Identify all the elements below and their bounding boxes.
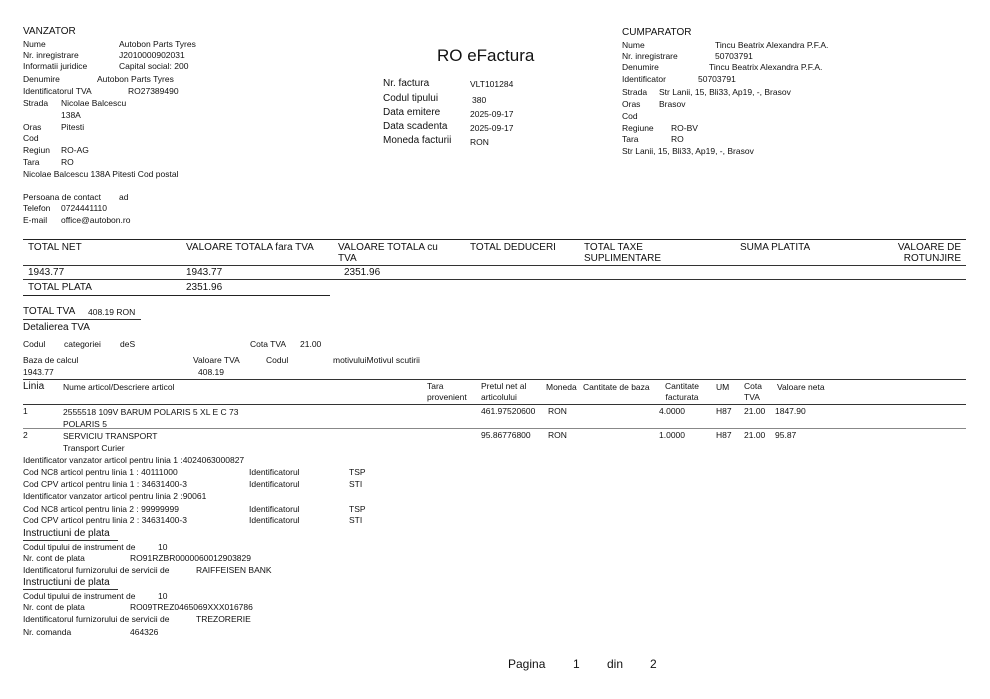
buyer-street: Str Lanii, 15, Bli33, Ap19, -, Brasov xyxy=(659,87,791,97)
seller-street-no: 138A xyxy=(61,110,81,120)
seller-id-line-2: Identificator vanzator articol pentru linia 2 :90061 xyxy=(23,491,207,501)
order-value: 464326 xyxy=(130,627,159,637)
seller-vat: RO27389490 xyxy=(128,86,179,96)
lines-header-um: UM xyxy=(716,382,730,392)
line-1-name: 2555518 109V BARUM POLARIS 5 XL E C 73 xyxy=(63,407,239,417)
seller-vat-label: Identificatorul TVA xyxy=(23,86,92,96)
seller-email-label: E-mail xyxy=(23,215,48,225)
buyer-street-label: Strada xyxy=(622,87,648,97)
seller-id-line-1: Identificator vanzator articol pentru linia 1 :4024063000827 xyxy=(23,455,245,465)
line-1-desc: POLARIS 5 xyxy=(63,419,107,429)
vat-detail-heading: Detalierea TVA xyxy=(23,322,90,333)
vat-value-label: Valoare TVA xyxy=(193,355,240,365)
seller-legal: Capital social: 200 xyxy=(119,61,189,71)
buyer-city-label: Oras xyxy=(622,99,641,109)
totals-top-rule xyxy=(23,239,966,240)
seller-heading: VANZATOR xyxy=(23,26,76,37)
payment-2-account-label: Nr. cont de plata xyxy=(23,602,85,612)
totals-without-vat: 1943.77 xyxy=(186,267,223,278)
seller-zip-label: Cod xyxy=(23,133,39,143)
sti-2: STI xyxy=(349,515,363,525)
buyer-den: Tincu Beatrix Alexandra P.F.A. xyxy=(709,62,823,72)
vat-reason-label: motivuluiMotivul scutirii xyxy=(333,355,420,365)
seller-street: Nicolae Balcescu xyxy=(61,98,127,108)
identifier-label-1: Identificatorul xyxy=(249,467,300,477)
line-1-rate: 21.00 xyxy=(744,406,766,416)
seller-den-label: Denumire xyxy=(23,74,60,84)
payment-2-provider: TREZORERIE xyxy=(196,614,251,624)
invoice-no: VLT101284 xyxy=(470,79,514,89)
buyer-id: 50703791 xyxy=(698,74,736,84)
totals-row-rule xyxy=(23,279,966,280)
line-1-net: 1847.90 xyxy=(775,406,806,416)
buyer-id-label: Identificator xyxy=(622,74,666,84)
vat-cat-code-label: Codul xyxy=(23,339,46,349)
payment-2-code-label: Codul tipului de instrument de xyxy=(23,591,136,601)
vat-value: 408.19 xyxy=(198,367,224,377)
totals-header-deductions: TOTAL DEDUCERI xyxy=(470,242,556,253)
line-2-qty: 1.0000 xyxy=(659,430,685,440)
lines-header-net: Valoare neta xyxy=(777,382,825,392)
sti-1: STI xyxy=(349,479,363,489)
seller-address: Nicolae Balcescu 138A Pitesti Cod postal xyxy=(23,169,179,179)
buyer-name-label: Nume xyxy=(622,40,645,50)
vat-base: 1943.77 xyxy=(23,367,54,377)
identifier-label-3: Identificatorul xyxy=(249,504,300,514)
invoice-no-label: Nr. factura xyxy=(383,78,430,89)
seller-email: office@autobon.ro xyxy=(61,215,131,225)
payment-1-provider: RAIFFEISEN BANK xyxy=(196,565,272,575)
buyer-zip-label: Cod xyxy=(622,111,638,121)
line-1-price: 461.97520600 xyxy=(481,406,536,416)
seller-city: Pitesti xyxy=(61,122,85,132)
totals-net: 1943.77 xyxy=(28,267,65,278)
seller-legal-label: Informatii juridice xyxy=(23,61,88,71)
totals-header-paid: SUMA PLATITA xyxy=(740,242,811,253)
total-pay-label: TOTAL PLATA xyxy=(28,282,92,293)
vat-cat-label: categoriei xyxy=(64,339,101,349)
seller-phone: 0724441110 xyxy=(61,203,108,213)
vat-rate-label: Cota TVA xyxy=(250,339,287,349)
seller-contact: ad xyxy=(119,192,129,202)
buyer-reg-label: Nr. inregistrare xyxy=(622,51,678,61)
totals-header-with-vat: VALOARE TOTALA cu TVA xyxy=(338,242,438,264)
buyer-den-label: Denumire xyxy=(622,62,659,72)
lines-header-origin: Tara provenient xyxy=(427,381,467,402)
totals-header-rounding: VALOARE DE ROTUNJIRE xyxy=(897,242,961,264)
vat-total: 408.19 RON xyxy=(88,307,136,317)
lines-header-price: Pretul net al articolului xyxy=(481,381,527,402)
lines-top-rule xyxy=(23,379,966,380)
invoice-currency: RON xyxy=(470,137,489,147)
line-2-currency: RON xyxy=(548,430,567,440)
seller-reg: J2010000902031 xyxy=(119,50,185,60)
tsp-1: TSP xyxy=(349,467,366,477)
page-title: RO eFactura xyxy=(437,46,535,65)
line-2-um: H87 xyxy=(716,430,732,440)
lines-header-qty: Cantitate facturata xyxy=(664,381,700,402)
lines-header-rule xyxy=(23,404,966,405)
line-2-name: SERVICIU TRANSPORT xyxy=(63,431,158,441)
order-label: Nr. comanda xyxy=(23,627,72,637)
total-pay-rule xyxy=(23,295,330,296)
payment-2-code: 10 xyxy=(158,591,168,601)
seller-contact-label: Persoana de contact xyxy=(23,192,101,202)
buyer-reg: 50703791 xyxy=(715,51,753,61)
seller-region-label: Regiun xyxy=(23,145,50,155)
page-number: 1 xyxy=(573,657,580,671)
seller-street-label: Strada xyxy=(23,98,49,108)
invoice-due: 2025-09-17 xyxy=(470,123,514,133)
lines-header-currency: Moneda xyxy=(546,382,577,392)
lines-header-line: Linia xyxy=(23,381,45,392)
seller-country-label: Tara xyxy=(23,157,40,167)
payment-1-account: RO91RZBR0000060012903829 xyxy=(130,553,251,563)
lines-header-base-qty: Cantitate de baza xyxy=(583,382,650,392)
line-1-currency: RON xyxy=(548,406,567,416)
totals-header-extra-tax: TOTAL TAXE SUPLIMENTARE xyxy=(584,242,662,264)
seller-name-label: Nume xyxy=(23,39,46,49)
seller-region: RO-AG xyxy=(61,145,89,155)
buyer-address: Str Lanii, 15, Bli33, Ap19, -, Brasov xyxy=(622,146,754,156)
page-of-label: din xyxy=(607,657,624,671)
cpv-line-2: Cod CPV articol pentru linia 2 : 34631400-3 xyxy=(23,515,187,525)
payment-1-account-label: Nr. cont de plata xyxy=(23,553,85,563)
cpv-line-1: Cod CPV articol pentru linia 1 : 34631400-3 xyxy=(23,479,187,489)
buyer-city: Brasov xyxy=(659,99,686,109)
line-1-rule xyxy=(23,428,966,429)
payment-2-heading: Instructiuni de plata xyxy=(23,577,110,588)
seller-name: Autobon Parts Tyres xyxy=(119,39,196,49)
total-pay: 2351.96 xyxy=(186,282,223,293)
nc8-line-1: Cod NC8 articol pentru linia 1 : 40111000 xyxy=(23,467,178,477)
vat-cat-de: deS xyxy=(120,339,136,349)
invoice-type: 380 xyxy=(472,95,487,105)
vat-total-rule xyxy=(23,319,141,320)
page-label: Pagina xyxy=(508,657,546,671)
seller-city-label: Oras xyxy=(23,122,42,132)
identifier-label-2: Identificatorul xyxy=(249,479,300,489)
seller-den: Autobon Parts Tyres xyxy=(97,74,174,84)
payment-2-account: RO09TREZ0465069XXX016786 xyxy=(130,602,253,612)
buyer-country-label: Tara xyxy=(622,134,639,144)
payment-1-code-label: Codul tipului de instrument de xyxy=(23,542,136,552)
invoice-due-label: Data scadenta xyxy=(383,121,448,132)
buyer-region: RO-BV xyxy=(671,123,698,133)
invoice-issue: 2025-09-17 xyxy=(470,109,514,119)
line-1-qty: 4.0000 xyxy=(659,406,685,416)
lines-header-name: Nume articol/Descriere articol xyxy=(63,382,175,392)
payment-2-provider-label: Identificatorul furnizorului de servicii de xyxy=(23,614,170,624)
lines-header-rate: Cota TVA xyxy=(744,381,762,402)
vat-code-label: Codul xyxy=(266,355,289,365)
payment-1-provider-label: Identificatorul furnizorului de servicii de xyxy=(23,565,170,575)
buyer-heading: CUMPARATOR xyxy=(622,27,692,38)
tsp-2: TSP xyxy=(349,504,366,514)
invoice-currency-label: Moneda facturii xyxy=(383,135,452,146)
buyer-region-label: Regiune xyxy=(622,123,654,133)
totals-header-net: TOTAL NET xyxy=(28,242,82,253)
line-1-no: 1 xyxy=(23,406,28,416)
page-total: 2 xyxy=(650,657,657,671)
invoice-issue-label: Data emitere xyxy=(383,107,441,118)
payment-1-heading: Instructiuni de plata xyxy=(23,528,110,539)
vat-rate: 21.00 xyxy=(300,339,322,349)
line-2-no: 2 xyxy=(23,430,28,440)
line-2-desc: Transport Curier xyxy=(63,443,125,453)
vat-total-label: TOTAL TVA xyxy=(23,306,76,317)
seller-phone-label: Telefon xyxy=(23,203,51,213)
totals-mid-rule xyxy=(23,265,966,266)
line-1-um: H87 xyxy=(716,406,732,416)
line-2-price: 95.86776800 xyxy=(481,430,531,440)
totals-header-without-vat: VALOARE TOTALA fara TVA xyxy=(186,242,314,253)
identifier-label-4: Identificatorul xyxy=(249,515,300,525)
buyer-country: RO xyxy=(671,134,684,144)
line-2-rate: 21.00 xyxy=(744,430,766,440)
payment-1-rule xyxy=(23,540,118,541)
seller-reg-label: Nr. inregistrare xyxy=(23,50,79,60)
nc8-line-2: Cod NC8 articol pentru linia 2 : 99999999 xyxy=(23,504,179,514)
totals-with-vat: 2351.96 xyxy=(344,267,381,278)
buyer-name: Tincu Beatrix Alexandra P.F.A. xyxy=(715,40,829,50)
payment-2-rule xyxy=(23,589,118,590)
line-2-net: 95.87 xyxy=(775,430,797,440)
invoice-type-label: Codul tipului xyxy=(383,93,439,104)
seller-country: RO xyxy=(61,157,74,167)
payment-1-code: 10 xyxy=(158,542,168,552)
vat-base-label: Baza de calcul xyxy=(23,355,79,365)
